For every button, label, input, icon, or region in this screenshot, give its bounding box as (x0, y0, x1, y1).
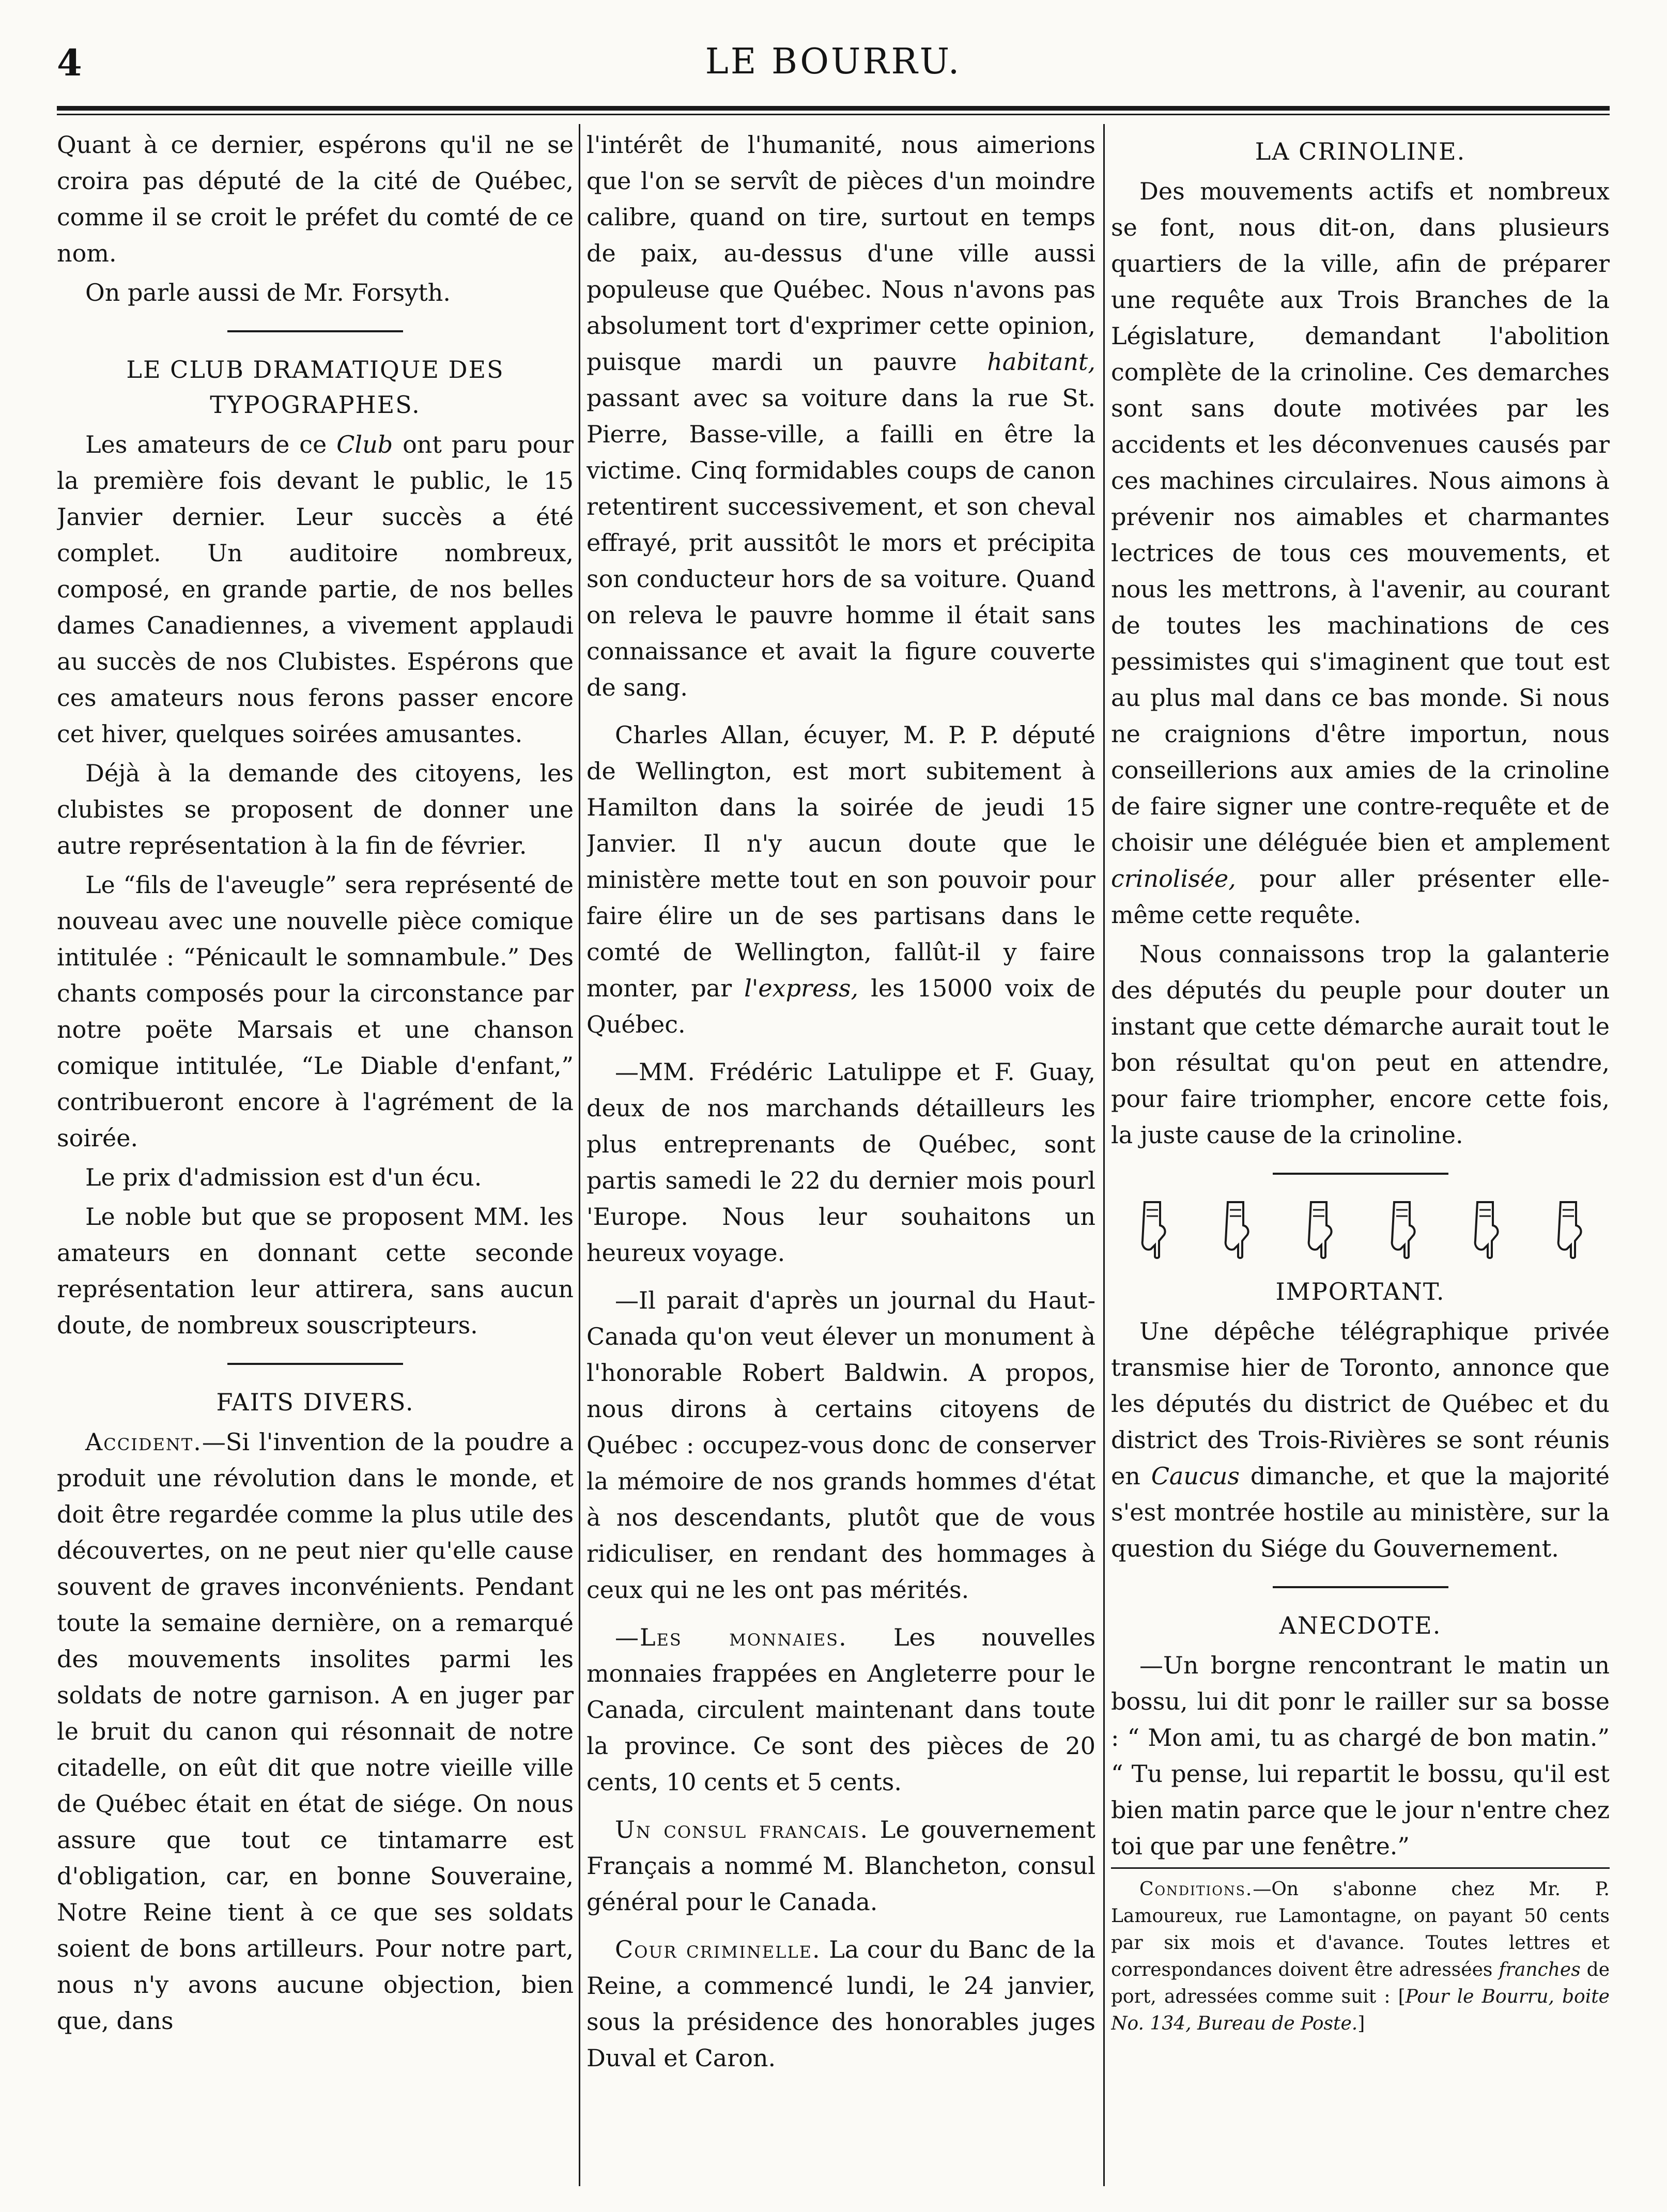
paragraph: Déjà à la demande des citoyens, les clubistes se proposent de donner une autre représentation à la fin de février. (57, 759, 574, 859)
column-divider (1103, 124, 1105, 2186)
italic-text: Pour le Bourru, boite No. 134, Bureau de Poste. (1111, 1986, 1610, 2034)
text-run: passant avec sa voiture dans la rue St. Pierre, Basse-ville, a failli en être la victime. Cinq formidables coups de canon retentirent successivement, et son cheval effrayé, prit aussitôt le mors et précipita son conducteur hors de sa voiture. Quand on releva le pauvre homme il était sans connaissance et avait la figure couverte de sang. (586, 384, 1095, 701)
pointing-hand-icon (1217, 1200, 1254, 1262)
pointing-hand-icon (1384, 1200, 1420, 1262)
text-run: dimanche, et que la majorité s'est montrée hostile au ministère, sur la question du Siége du Gouvernement. (1111, 1462, 1610, 1562)
text-run: Une dépêche télégraphique privée transmise hier de Toronto, annonce que les députés du district de Québec et du district des Trois-Rivières se sont réunis en (1111, 1317, 1610, 1490)
paragraph (1111, 1313, 1610, 1566)
section-title: IMPORTANT. (1275, 1278, 1445, 1305)
text-run: —On s'abonne chez Mr. P. Lamoureux, rue Lamontagne, on payant 50 cents par six mois et d'avance. Toutes lettres et correspondances doivent être adressées (1111, 1879, 1610, 1980)
paragraph: Le prix d'admission est d'un écu. (85, 1163, 482, 1191)
paragraph (586, 127, 1095, 705)
pointing-hands-row (1111, 1194, 1610, 1267)
section-separator (1273, 1586, 1448, 1588)
italic-text: l'express, (744, 974, 859, 1002)
text-run: Les nouvelles monnaies frappées en Angleterre pour le Canada, circulent maintenant dans toute la province. Ce sont des pièces de 20 cents, 10 cents et 5 cents. (586, 1623, 1095, 1796)
pointing-hand-icon (1301, 1200, 1337, 1262)
text-run: La cour du Banc de la Reine, a commencé lundi, le 24 janvier, sous la présidence des honorables juges Duval et Caron. (586, 1936, 1095, 2072)
text-run: Le gouvernement Français a nommé M. Blancheton, consul général pour le Canada. (586, 1816, 1095, 1916)
paragraph: On parle aussi de Mr. Forsyth. (85, 279, 451, 306)
pointing-hand-icon (1550, 1200, 1586, 1262)
run-in-head: Cour criminelle. (615, 1936, 821, 1963)
italic-text: Club (336, 431, 393, 458)
text-run: —Si l'invention de la poudre a produit une révolution dans le monde, et doit être regardée comme la plus utile des découvertes, on ne peut nier qu'elle cause souvent de graves inconvénients. Pendant toute la semaine dernière, on a remarqué des mouvements insolites parmi les soldats de notre garnison. A en juger par le bruit du canon qui résonnait de notre citadelle, on eût dit que notre vieille ville de Québec était en état de siége. On nous assure que tout ce tintamarre est d'obligation, car, en bonne Souveraine, Notre Reine tient à ce que ses soldats soient de bons artilleurs. Pour notre part, nous n'y avons aucune objection, bien que, dans (57, 1428, 574, 2035)
paragraph (586, 717, 1095, 1042)
header-rule-thick (57, 106, 1610, 111)
section-title: ANECDOTE. (1279, 1611, 1442, 1639)
section-title: LA CRINOLINE. (1255, 137, 1466, 165)
paragraph: —Il parait d'après un journal du Haut-Canada qu'on veut élever un monument à l'honorable Robert Baldwin. A propos, nous dirons à certains citoyens de Québec : occupez-vous donc de conserver la mémoire de nos grands hommes d'état à nos descendants, plutôt que de vous ridiculiser, en rendant des hommages à ceux qui ne les ont pas mérités. (586, 1286, 1095, 1604)
paragraph (57, 426, 574, 752)
section-separator (1273, 1173, 1448, 1175)
header-rule-thin (57, 114, 1610, 115)
section-title: FAITS DIVERS. (216, 1388, 414, 1416)
page-header (57, 36, 1610, 93)
text-run: ont paru pour la première fois devant le public, le 15 Janvier dernier. Leur succès a été complet. Un auditoire nombreux, composé, en grande partie, de nos belles dames Canadiennes, a vivement applaudi au succès de nos Clubistes. Espérons que ces amateurs nous ferons passer encore cet hiver, quelques soirées amusantes. (57, 431, 574, 748)
pointing-hand-icon (1467, 1200, 1503, 1262)
text-run: l'intérêt de l'humanité, nous aimerions que l'on se servît de pièces d'un moindre calibre, quand on tire, surtout en temps de paix, au-dessus d'une ville aussi populeuse que Québec. Nous n'avons pas absolument tort d'exprimer cette opinion, puisque mardi un pauvre (586, 131, 1095, 376)
text-run: Les amateurs de ce (85, 431, 337, 458)
page-number: 4 (57, 41, 82, 84)
paragraph (586, 1811, 1095, 1920)
italic-text: franches (1499, 1959, 1581, 1980)
paragraph: —MM. Frédéric Latulippe et F. Guay, deux de nos marchands détailleurs les plus entreprenants de Québec, sont partis samedi le 22 du dernier mois pourl 'Europe. Nous leur souhaitons un heureux voyage. (586, 1058, 1095, 1267)
text-run: pour aller présenter elle-même cette requête. (1111, 865, 1610, 929)
run-in-head: —Les monnaies. (615, 1623, 847, 1651)
column-2 (586, 127, 1095, 2189)
paragraph: Le noble but que se proposent MM. les amateurs en donnant cette seconde représentation leur attirera, sans aucun doute, de nombreux souscripteurs. (57, 1203, 574, 1339)
run-in-head: Conditions. (1139, 1879, 1253, 1900)
column-3 (1111, 127, 1610, 2189)
section-separator (227, 330, 403, 332)
subscription-conditions (1111, 1867, 1610, 2037)
paragraph (57, 1424, 574, 2039)
masthead-title: LE BOURRU. (705, 41, 962, 82)
column-divider (579, 124, 580, 2186)
text-run: Charles Allan, écuyer, M. P. P. député de Wellington, est mort subitement à Hamilton dans la soirée de jeudi 15 Janvier. Il n'y aucun doute que le ministère mette tout en son pouvoir pour faire élire un de ses partisans dans le comté de Wellington, fallût-il y faire monter, par (586, 721, 1095, 1002)
paragraph: —Un borgne rencontrant le matin un bossu, lui dit ponr le railler sur sa bosse : “ Mon ami, tu as chargé de bon matin.” “ Tu pense, lui repartit le bossu, qu'il est bien matin parce que le jour n'entre chez toi que par une fenêtre.” (1111, 1651, 1610, 1860)
italic-text: Caucus (1151, 1462, 1240, 1490)
column-1 (57, 127, 574, 2189)
italic-text: habitant, (987, 348, 1095, 376)
text-run: Des mouvements actifs et nombreux se font, nous dit-on, dans plusieurs quartiers de la ville, afin de préparer une requête aux Trois Branches de la Législature, demandant l'abolition complète de la crinoline. Ces demarches sont sans doute motivées par les accidents et les déconvenues causés par ces machines circulaires. Nous aimons à prévenir nos aimables et charmantes lectrices de tous ces mouvements, et nous les mettrons, à l'avenir, au courant de toutes les machinations de ces pessimistes qui s'imaginent que tout est au plus mal dans ce bas monde. Si nous ne craignions d'être importun, nous conseillerions aux amies de la crinoline de faire signer une contre-requête et de choisir une déléguée bien et amplement (1111, 177, 1610, 856)
section-separator (227, 1363, 403, 1365)
run-in-head: Un consul francais. (615, 1816, 869, 1844)
paragraph: Quant à ce dernier, espérons qu'il ne se croira pas député de la cité de Québec, comme il se croit le préfet du comté de ce nom. (57, 131, 574, 267)
paragraph: Nous connaissons trop la galanterie des députés du peuple pour douter un instant que cette démarche aurait tout le bon résultat qu'on peut en attendre, pour faire triompher, encore cette fois, la juste cause de la crinoline. (1111, 940, 1610, 1149)
run-in-head: Accident. (85, 1428, 202, 1456)
italic-text: crinolisée, (1111, 865, 1236, 893)
paragraph (586, 1619, 1095, 1800)
text-run: ] (1357, 2013, 1365, 2034)
pointing-hand-icon (1134, 1200, 1170, 1262)
paragraph (586, 1931, 1095, 2076)
section-title: LE CLUB DRAMATIQUE DES TYPOGRAPHES. (126, 356, 504, 419)
paragraph: Le “fils de l'aveugle” sera représenté de nouveau avec une nouvelle pièce comique intitulée : “Pénicault le somnambule.” Des chants composés pour la circonstance par notre poëte Marsais et une chanson comique intitulée, “Le Diable d'enfant,” contribueront encore à l'agrément de la soirée. (57, 871, 574, 1152)
text-run: les 15000 voix de Québec. (586, 974, 1095, 1038)
paragraph (1111, 173, 1610, 933)
text-run: de port, adressées comme suit : [ (1111, 1959, 1610, 2007)
